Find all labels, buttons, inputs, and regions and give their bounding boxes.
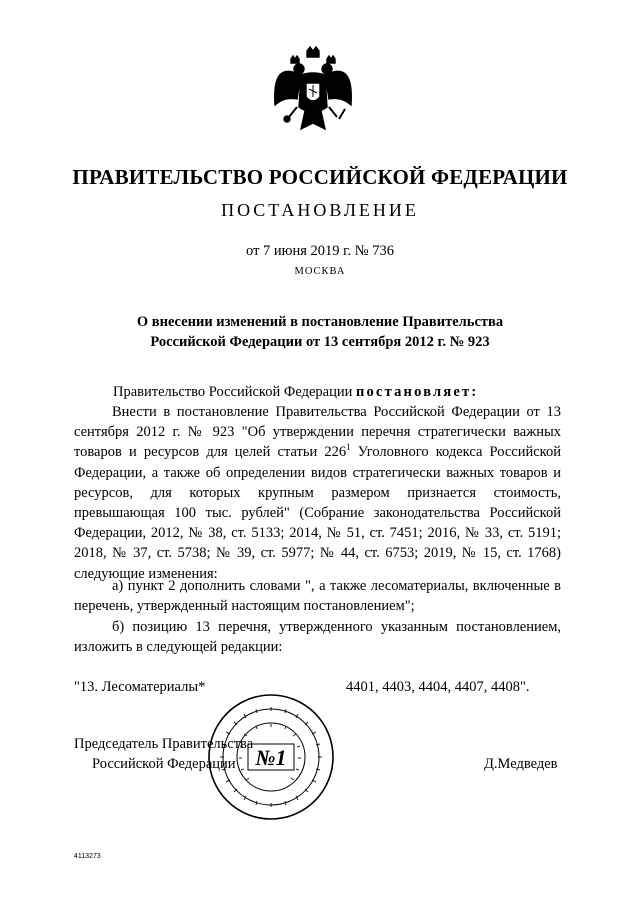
- document-title: [0, 312, 640, 352]
- document-code: 4113273: [74, 853, 101, 860]
- entry-codes: 4401, 4403, 4404, 4407, 4408".: [346, 679, 530, 695]
- amendment-item-a: а) пункт 2 дополнить словами ", а также лесоматериалы, включенные в перечень, утвержденный настоящим постановлением";: [74, 578, 561, 615]
- signatory-role-line-1: Председатель Правительства: [74, 736, 254, 752]
- signatory-name: Д.Медведев: [484, 756, 558, 772]
- document-title-line-1: О внесении изменений в постановление Правительства: [136, 314, 504, 330]
- intro-resolves: постановляет:: [355, 384, 479, 400]
- main-paragraph-part-2: Уголовного кодекса Российской Федерации, а также об определении видов стратегически важных товаров и ресурсов, для которых крупным размером признается стоимость, превышающая 100 тыс. рублей" (Собрание законодательства Российской Федерации, 2012, № 38, ст. 5133; 2014, № 51, ст. 7451; 2016, № 33, ст. 5191; 2018, № 37, ст. 5738; № 39, ст. 5977; № 44, ст. 6753; 2019, № 15, ст. 1768) следующие изменения:: [74, 444, 561, 582]
- document-date-number: от 7 июня 2019 г. № 736: [246, 243, 394, 259]
- government-title: ПРАВИТЕЛЬСТВО РОССИЙСКОЙ ФЕДЕРАЦИИ: [72, 165, 568, 189]
- main-paragraph-part-1: Внести в постановление Правительства Российской Федерации от 13 сентября 2012 г. № 923 "Об утверждении перечня стратегически важных товаров и ресурсов для целей статьи 226: [74, 404, 561, 461]
- intro-lead: Правительство Российской Федерации: [113, 384, 356, 400]
- document-city: МОСКВА: [294, 266, 346, 277]
- article-superscript: 1: [346, 442, 351, 453]
- entry-name: "13. Лесоматериалы*: [74, 679, 206, 695]
- intro-line: [113, 382, 478, 402]
- coat-of-arms-icon: [271, 45, 355, 140]
- document-title-line-2: Российской Федерации от 13 сентября 2012 г. № 923: [150, 334, 490, 350]
- main-paragraph: [74, 402, 561, 584]
- svg-text:№1: №1: [255, 745, 287, 770]
- document-type: ПОСТАНОВЛЕНИЕ: [221, 200, 419, 220]
- amendment-item-b: б) позицию 13 перечня, утвержденного указанным постановлением, изложить в следующей редакции:: [74, 619, 561, 656]
- signatory-role-line-2: Российской Федерации: [92, 756, 236, 772]
